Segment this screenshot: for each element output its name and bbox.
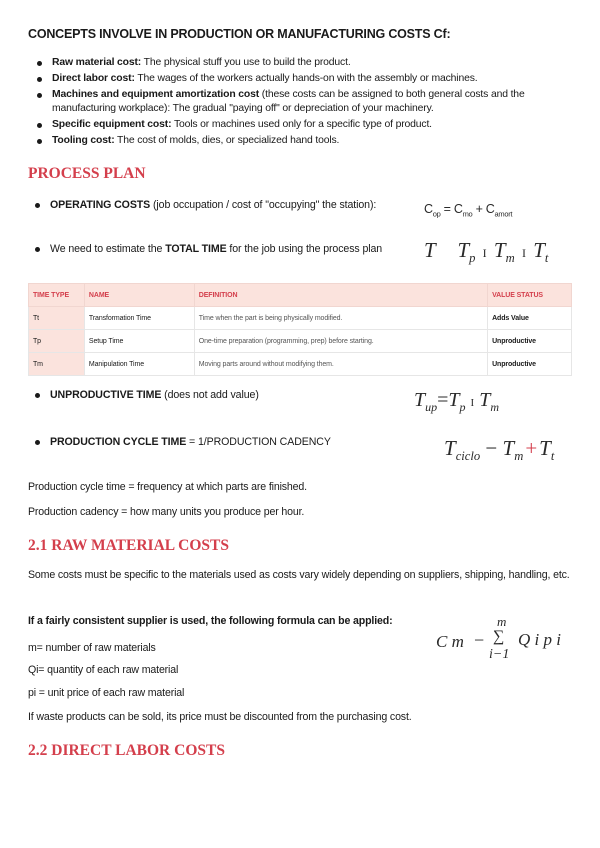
name-cell: Setup Time [84,330,194,353]
formula-symbol: T [414,389,426,411]
operating-cost-formula [424,202,512,219]
concept-desc: The wages of the workers actually hands-on with the assembly or machines. [134,73,478,84]
cadency-definition: Production cadency = how many units you produce per hour. [28,506,305,518]
formula-subscript: m [505,251,515,266]
formula-operator: = [437,389,449,411]
cycle-time-formula [444,436,554,464]
var-qi: Qi= quantity of each raw material [28,664,179,676]
time-type-cell: Tt [29,307,85,330]
formula-operator: − [474,630,485,650]
total-time-formula [424,238,548,266]
list-item [36,134,576,148]
formula-symbol: T [502,436,515,460]
formula-separator: I [521,246,526,260]
formula-subscript: p [459,400,466,414]
total-time-post: for the job using the process plan [226,243,383,255]
formula-subscript: t [544,251,549,266]
raw-material-formula [436,614,586,666]
formula-symbol: T [457,238,470,262]
list-item [36,88,576,116]
value-status-cell: Unproductive [488,330,572,353]
time-type-cell: Tp [29,330,85,353]
concept-term: Tooling cost: [52,135,115,146]
list-item [36,72,576,86]
formula-operator: − [480,436,503,460]
time-types-table [28,283,572,376]
list-item [36,56,576,70]
name-cell: Manipulation Time [84,353,194,376]
concept-term: Direct labor cost: [52,73,135,84]
definition-cell: Moving parts around without modifying them. [194,353,487,376]
cycle-time-item [30,435,410,449]
formula-symbol: T [424,238,436,262]
concept-desc: The cost of molds, dies, or specialized hand tools. [114,135,340,146]
formula-symbol: C [424,202,433,216]
list-item [36,118,576,132]
formula-subscript: m [490,400,499,414]
formula-lead: If a fairly consistent supplier is used, the following formula can be applied: [28,615,393,627]
total-time-item [30,242,430,256]
operating-costs-desc: (job occupation / cost of "occupying" the station): [150,199,377,211]
formula-symbol: C [485,202,495,216]
concept-desc: The physical stuff you use to build the product. [141,57,351,68]
table-row [29,353,572,376]
table-header-cell: NAME [84,284,194,307]
value-status-cell: Adds Value [488,307,572,330]
operating-costs-term: OPERATING COSTS [50,199,151,211]
formula-subscript: p [469,251,476,266]
raw-material-intro: Some costs must be specific to the materials used as costs vary widely depending on suppliers, shipping, handling, etc. [28,569,570,581]
formula-operator: + [525,436,538,460]
table-row [29,307,572,330]
sum-lower-bound: i−1 [489,647,510,662]
concept-term: Machines and equipment amortization cost [52,89,260,100]
formula-symbol: T [539,436,551,460]
process-plan-heading: PROCESS PLAN [28,165,146,182]
unproductive-time-desc: (does not add value) [161,389,259,401]
main-heading: CONCEPTS INVOLVE IN PRODUCTION OR MANUFACTURING COSTS Cf: [28,27,451,41]
formula-subscript: mo [462,209,473,219]
sigma-symbol: ∑ [493,628,505,645]
cost-concepts-list [36,56,576,150]
formula-subscript: amort [494,209,513,219]
formula-separator: I [470,397,475,409]
formula-symbol: T [533,238,545,262]
formula-separator: I [482,246,487,260]
concept-desc: Tools or machines used only for a specific type of product. [171,119,432,130]
formula-symbol: T [493,238,506,262]
formula-operator: = [440,202,454,216]
formula-symbol: T [448,389,460,411]
concept-desc: (these costs can be assigned to both general costs and the manufacturing workplace): The gradual "paying off" or depreciation of your machinery. [52,89,525,114]
total-time-pre: We need to estimate the [50,243,166,255]
formula-subscript: op [432,209,441,219]
value-status-cell: Unproductive [488,353,572,376]
time-type-cell: Tm [29,353,85,376]
definition-cell: One-time preparation (programming, prep) before starting. [194,330,487,353]
var-m: m= number of raw materials [28,642,156,654]
raw-material-heading: 2.1 RAW MATERIAL COSTS [28,537,229,554]
formula-symbol: T [444,436,456,460]
concept-term: Raw material cost: [52,57,142,68]
table-header-cell: VALUE STATUS [488,284,572,307]
table-row [29,330,572,353]
definition-cell: Time when the part is being physically modified. [194,307,487,330]
formula-subscript: t [550,449,555,464]
formula-symbol: T [479,389,491,411]
unproductive-time-item [30,388,390,402]
unproductive-time-formula [414,389,499,415]
formula-subscript: up [425,400,438,414]
formula-symbol: C m [436,632,464,651]
formula-operator: + [472,202,486,216]
table-header-row [29,284,572,307]
operating-costs-item [30,198,390,212]
total-time-term: TOTAL TIME [165,243,227,255]
cycle-time-term: PRODUCTION CYCLE TIME [50,436,187,448]
name-cell: Transformation Time [84,307,194,330]
concept-term: Specific equipment cost: [52,119,172,130]
sum-upper-bound: m [497,614,507,629]
formula-subscript: m [514,449,524,464]
cycle-time-desc: = 1/PRODUCTION CADENCY [186,436,331,448]
table-header-cell: DEFINITION [194,284,487,307]
table-header-cell: TIME TYPE [29,284,85,307]
cycle-time-definition: Production cycle time = frequency at which parts are finished. [28,481,307,493]
formula-symbol: C [453,202,463,216]
direct-labor-heading: 2.2 DIRECT LABOR COSTS [28,742,225,759]
unproductive-time-term: UNPRODUCTIVE TIME [50,389,162,401]
waste-note: If waste products can be sold, its price must be discounted from the purchasing cost. [28,711,412,723]
var-pi: pi = unit price of each raw material [28,687,185,699]
formula-subscript: ciclo [455,449,481,464]
formula-term: Q i p i [518,630,561,649]
